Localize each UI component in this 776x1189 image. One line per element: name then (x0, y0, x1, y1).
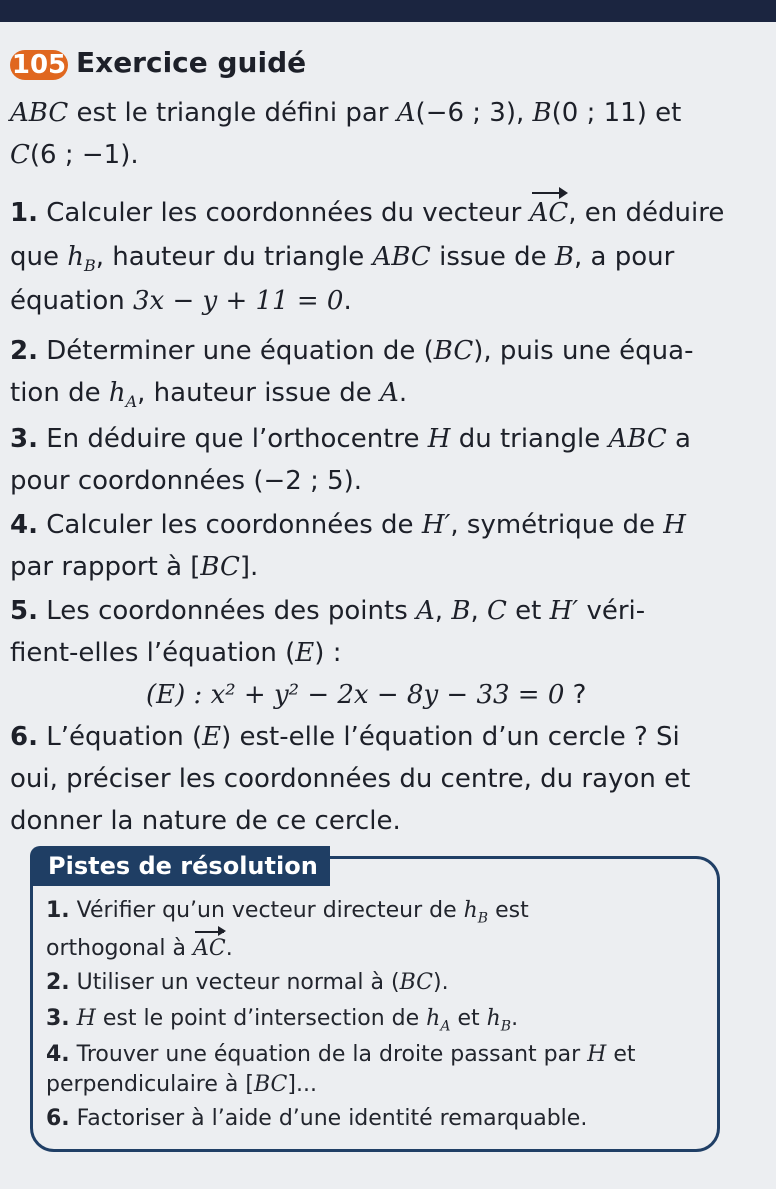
math-text: A (380, 378, 399, 408)
question-1-line-3 (10, 286, 352, 316)
math-text: H (427, 424, 451, 454)
tip-6-number: 6. (46, 1106, 70, 1131)
question-text: , (470, 596, 487, 626)
math-subscript: A (440, 1018, 451, 1035)
question-6-line-1 (10, 722, 680, 752)
question-text: L’équation ( (37, 722, 203, 752)
question-text: , hauteur du triangle (95, 242, 373, 272)
math-text: H′ (549, 596, 579, 626)
question-text: , hauteur issue de (137, 378, 381, 408)
tip-text: perpendiculaire à [ (46, 1072, 254, 1097)
tip-text: et (450, 1006, 487, 1031)
math-text: H′ (421, 510, 451, 540)
question-text: . (398, 378, 408, 408)
intro-line-1 (10, 98, 681, 128)
math-h: h (486, 1006, 501, 1031)
question-text: . (343, 286, 352, 316)
tip-1-line-2 (46, 936, 233, 961)
tip-1-line-1 (46, 898, 529, 926)
question-text: En déduire que l’orthocentre (37, 424, 428, 454)
vector-ac: AC (529, 198, 569, 228)
math-subscript: B (500, 1018, 512, 1035)
tip-1-number: 1. (46, 898, 70, 923)
question-text: du triangle (450, 424, 609, 454)
equation-e-label: (E) : (146, 680, 211, 710)
tip-text: est (488, 898, 529, 923)
equation-hb: 3x − y + 11 = 0 (132, 286, 344, 316)
math-text: H (76, 1006, 96, 1031)
question-4-line-2 (10, 552, 258, 582)
tip-2 (46, 970, 449, 995)
tip-2-number: 2. (46, 970, 70, 995)
question-text: Déterminer une équation de ( (37, 336, 434, 366)
intro-text: A (396, 98, 416, 128)
intro-text: (0 ; 11) et (551, 98, 682, 128)
question-text: par rapport à [ (10, 552, 201, 582)
question-text: , a pour (574, 242, 675, 272)
intro-text: (−6 ; 3), (415, 98, 533, 128)
intro-text: B (532, 98, 552, 128)
tip-text: et (606, 1042, 636, 1067)
question-2-line-1 (10, 336, 693, 366)
question-3-line-1 (10, 424, 691, 454)
math-text: E (295, 638, 315, 668)
math-text: ABC (608, 424, 667, 454)
intro-text: est le triangle défini par (68, 98, 397, 128)
tip-text: Factoriser à l’aide d’une identité remarquable. (69, 1106, 588, 1131)
tip-6 (46, 1106, 587, 1131)
question-text: , (434, 596, 452, 626)
question-1-number: 1. (10, 198, 38, 228)
math-text: B (451, 596, 471, 626)
math-text: A (416, 596, 435, 626)
question-1-line-2 (10, 242, 674, 275)
question-text: ]. (239, 552, 259, 582)
intro-text: (6 ; −1). (29, 140, 139, 170)
question-6-number: 6. (10, 722, 38, 752)
question-text: et (506, 596, 550, 626)
vector-ac: AC (192, 936, 226, 961)
math-subscript: B (84, 256, 96, 276)
tip-text: . (511, 1006, 519, 1031)
question-text: , symétrique de (450, 510, 664, 540)
tip-text: Vérifier qu’un vecteur directeur de (69, 898, 464, 923)
question-4-line-1 (10, 510, 686, 540)
math-text: ABC (372, 242, 431, 272)
question-6-line-3: donner la nature de ce cercle. (10, 806, 401, 836)
question-3-number: 3. (10, 424, 38, 454)
question-text: Les coordonnées des points (37, 596, 417, 626)
question-text: ) est-elle l’équation d’un cercle ? Si (221, 722, 680, 752)
question-text: a (666, 424, 691, 454)
tip-3-number: 3. (46, 1006, 70, 1031)
intro-text: C (10, 140, 30, 170)
intro-line-2 (10, 140, 139, 170)
question-4-number: 4. (10, 510, 38, 540)
tip-4-line-1 (46, 1042, 635, 1067)
exercise-number-badge: 105 (11, 50, 67, 80)
tip-text: ). (433, 970, 449, 995)
math-text: H (663, 510, 686, 540)
question-5-line-2 (10, 638, 341, 668)
tip-text: Utiliser un vecteur normal à ( (69, 970, 400, 995)
tip-4-line-2 (46, 1072, 317, 1097)
math-text: BC (253, 1072, 288, 1097)
question-text: Calculer les coordonnées du vecteur (37, 198, 530, 228)
tip-text: est le point d’intersection de (95, 1006, 427, 1031)
math-h: h (108, 378, 126, 408)
math-h: h (426, 1006, 441, 1031)
math-text: BC (433, 336, 474, 366)
question-text: ? (564, 680, 587, 710)
math-text: BC (200, 552, 240, 582)
math-text: C (486, 596, 507, 626)
question-5-number: 5. (10, 596, 38, 626)
question-text: ) : (314, 638, 342, 668)
tips-label: Pistes de résolution (30, 846, 330, 886)
equation-e (146, 680, 586, 710)
tip-text: orthogonal à (46, 936, 193, 961)
top-bar (0, 0, 776, 22)
question-text: tion de (10, 378, 109, 408)
tip-4-number: 4. (46, 1042, 70, 1067)
exercise-title: Exercice guidé (76, 46, 307, 79)
question-2-number: 2. (10, 336, 38, 366)
intro-text: ABC (10, 98, 69, 128)
question-1-line-1 (10, 198, 724, 228)
tip-text: Trouver une équation de la droite passant par (69, 1042, 588, 1067)
math-h: h (463, 898, 478, 923)
question-text: issue de (430, 242, 555, 272)
math-text: E (202, 722, 222, 752)
question-text: fient-elles l’équation ( (10, 638, 296, 668)
tip-3 (46, 1006, 518, 1034)
math-subscript: A (125, 392, 138, 412)
question-text: , en déduire (568, 198, 725, 228)
math-h: h (67, 242, 84, 272)
math-text: BC (399, 970, 433, 995)
tip-text: ]... (287, 1072, 317, 1097)
question-2-line-2 (10, 378, 407, 411)
math-text: H (587, 1042, 607, 1067)
question-text: que (10, 242, 68, 272)
question-text: véri- (578, 596, 646, 626)
question-5-line-1 (10, 596, 645, 626)
math-text: B (554, 242, 575, 272)
question-text: ), puis une équa- (473, 336, 694, 366)
question-text: équation (10, 286, 133, 316)
question-text: Calculer les coordonnées de (37, 510, 422, 540)
question-3-line-2: pour coordonnées (−2 ; 5). (10, 466, 363, 496)
math-subscript: B (477, 910, 489, 927)
question-6-line-2: oui, préciser les coordonnées du centre, du rayon et (10, 764, 691, 794)
tip-text: . (225, 936, 233, 961)
equation-e-formula: x² + y² − 2x − 8y − 33 = 0 (210, 680, 565, 710)
